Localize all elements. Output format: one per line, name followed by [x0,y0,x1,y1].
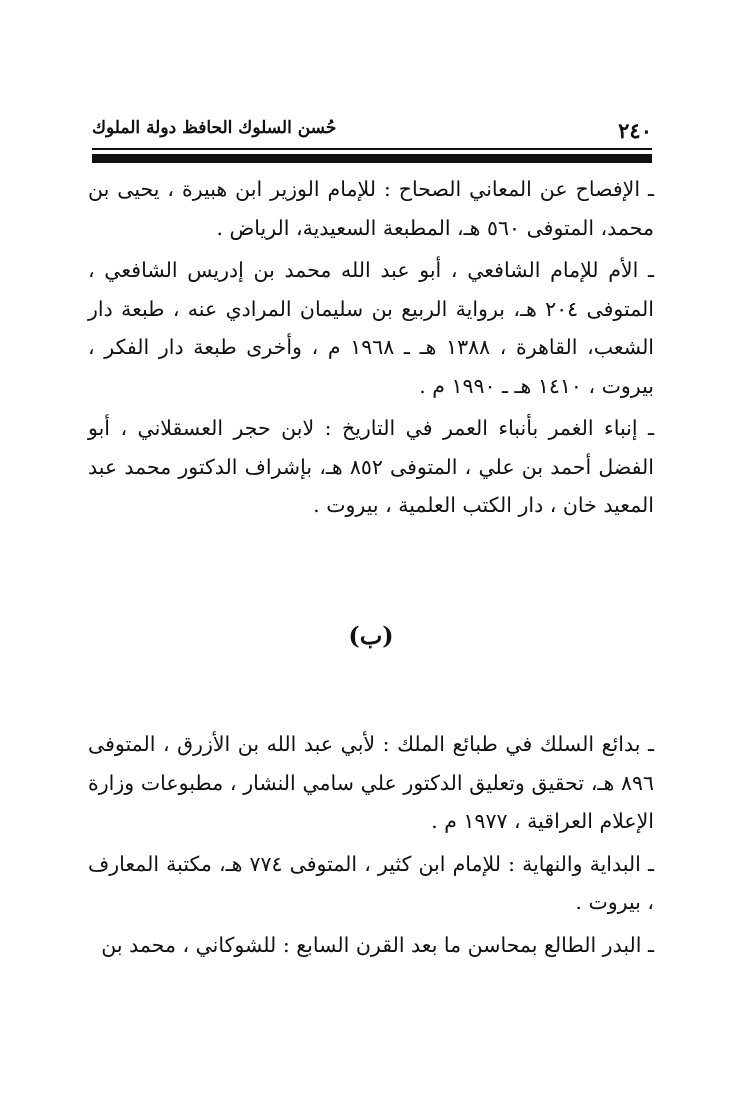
bibliography-entry: ـ البداية والنهاية : للإمام ابن كثير ، المتوفى ٧٧٤ هـ، مكتبة المعارف ، بيروت . [88,851,654,914]
page-header [92,108,652,148]
page-number: ٢٤٠ [618,118,652,143]
header-rule-thick [92,154,652,163]
bibliography-entry: ـ البدر الطالع بمحاسن ما بعد القرن السابع : للشوكاني ، محمد بن [101,932,654,957]
running-title: حُسن السلوك الحافظ دولة الملوك [92,118,337,138]
bibliography-content [88,170,654,968]
bibliography-entry: ـ الأم للإمام الشافعي ، أبو عبد الله محمد بن إدريس الشافعي ، المتوفى ٢٠٤ هـ، برواية الربيع بن سليمان المرادي عنه ، طبعة دار الشعب، القاهرة ، ١٣٨٨ هـ ـ ١٩٦٨ م ، وأخرى طبعة دار الفكر ، بيروت ، ١٤١٠ هـ ـ ١٩٩٠ م . [88,258,655,398]
bibliography-entry: ـ الإفصاح عن المعاني الصحاح : للإمام الوزير ابن هبيرة ، يحيى بن محمد، المتوفى ٥٦٠ هـ، المطبعة السعيدية، الرياض . [88,177,654,240]
bibliography-entry: ـ إنباء الغمر بأنباء العمر في التاريخ : لابن حجر العسقلاني ، أبو الفضل أحمد بن علي ، المتوفى ٨٥٢ هـ، بإشراف الدكتور محمد عبد المعيد خان ، دار الكتب العلمية ، بيروت . [88,416,654,517]
bibliography-entry: ـ بدائع السلك في طبائع الملك : لأبي عبد الله بن الأزرق ، المتوفى ٨٩٦ هـ، تحقيق وتعليق الدكتور علي سامي النشار ، مطبوعات وزارة الإعلام العراقية ، ١٩٧٧ م . [88,732,654,833]
header-rule-thin [92,148,652,150]
section-heading-ba: (ب) [348,620,394,650]
